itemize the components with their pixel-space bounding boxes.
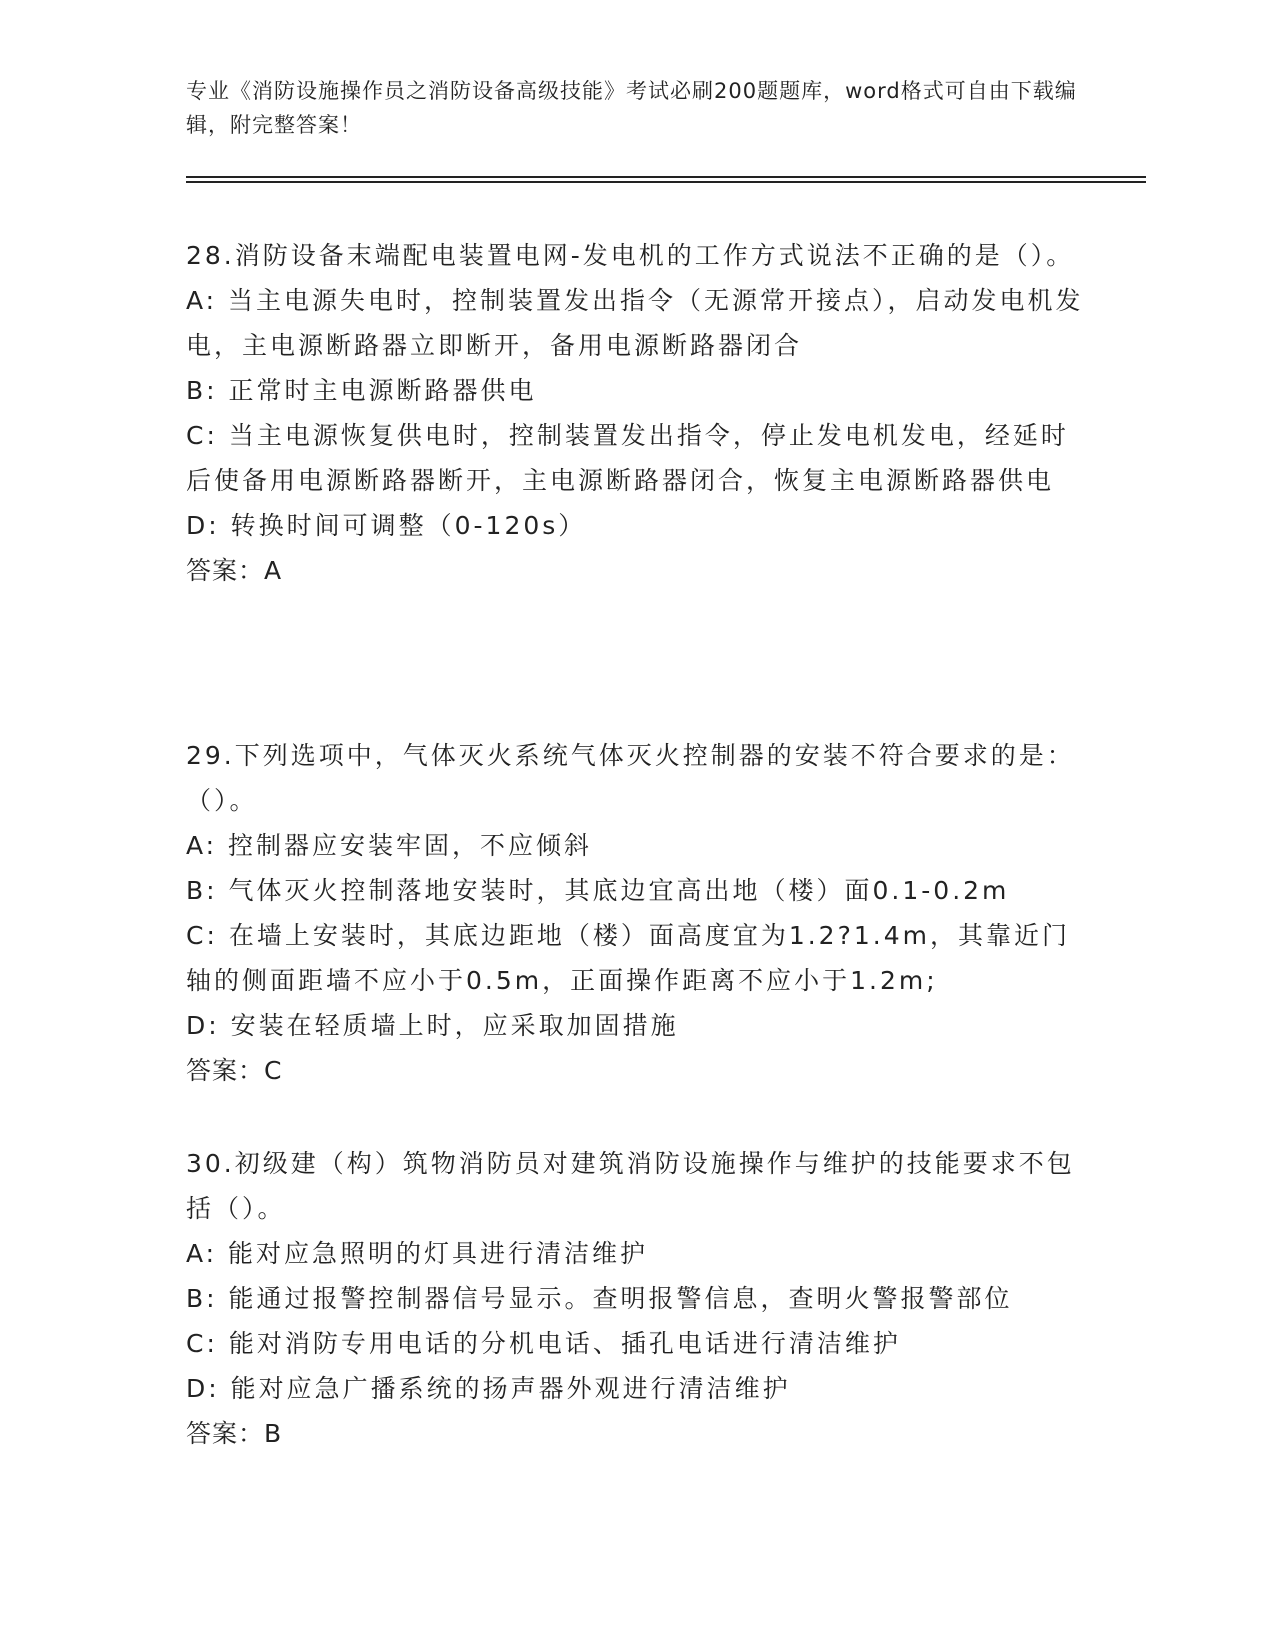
question-stem: 28.消防设备末端配电装置电网-发电机的工作方式说法不正确的是（）。	[186, 241, 1075, 270]
header-divider-bottom	[186, 181, 1146, 183]
option-b: B: 能通过报警控制器信号显示。查明报警信息，查明火警报警部位	[186, 1284, 1013, 1313]
answer-label: 答案：	[186, 1056, 265, 1085]
document-header: 专业《消防设施操作员之消防设备高级技能》考试必刷200题题库，word格式可自由下载编辑，附完整答案！	[186, 79, 1077, 137]
question-28	[186, 233, 1086, 593]
question-stem: 30.初级建（构）筑物消防员对建筑消防设施操作与维护的技能要求不包括（）。	[186, 1149, 1075, 1223]
option-b: B: 气体灭火控制落地安装时，其底边宜高出地（楼）面0.1-0.2m	[186, 876, 1010, 905]
answer-value: C	[264, 1056, 283, 1085]
answer-line	[186, 548, 1086, 593]
option-a: A: 当主电源失电时，控制装置发出指令（无源常开接点），启动发电机发电，主电源断路器立即断开，备用电源断路器闭合	[186, 286, 1084, 360]
header-divider-top	[186, 176, 1146, 178]
option-a: A: 能对应急照明的灯具进行清洁维护	[186, 1239, 649, 1268]
option-c: C: 当主电源恢复供电时，控制装置发出指令，停止发电机发电，经延时后使备用电源断路器断开，主电源断路器闭合，恢复主电源断路器供电	[186, 421, 1069, 495]
option-d: D: 转换时间可调整（0-120s）	[186, 511, 587, 540]
answer-value: A	[264, 556, 283, 585]
option-a: A: 控制器应安装牢固，不应倾斜	[186, 831, 593, 860]
option-c: C: 在墙上安装时，其底边距地（楼）面高度宜为1.2?1.4m，其靠近门轴的侧面距墙不应小于0.5m，正面操作距离不应小于1.2m;	[186, 921, 1070, 995]
question-29	[186, 733, 1086, 1093]
option-d: D: 安装在轻质墙上时，应采取加固措施	[186, 1011, 679, 1040]
option-b: B: 正常时主电源断路器供电	[186, 376, 537, 405]
question-stem: 29.下列选项中，气体灭火系统气体灭火控制器的安装不符合要求的是：（）。	[186, 741, 1075, 815]
answer-label: 答案：	[186, 1419, 265, 1448]
option-d: D: 能对应急广播系统的扬声器外观进行清洁维护	[186, 1374, 791, 1403]
answer-value: B	[264, 1419, 283, 1448]
question-30	[186, 1141, 1086, 1456]
option-c: C: 能对消防专用电话的分机电话、插孔电话进行清洁维护	[186, 1329, 901, 1358]
answer-line	[186, 1048, 1086, 1093]
answer-line	[186, 1411, 1086, 1456]
answer-label: 答案：	[186, 556, 265, 585]
